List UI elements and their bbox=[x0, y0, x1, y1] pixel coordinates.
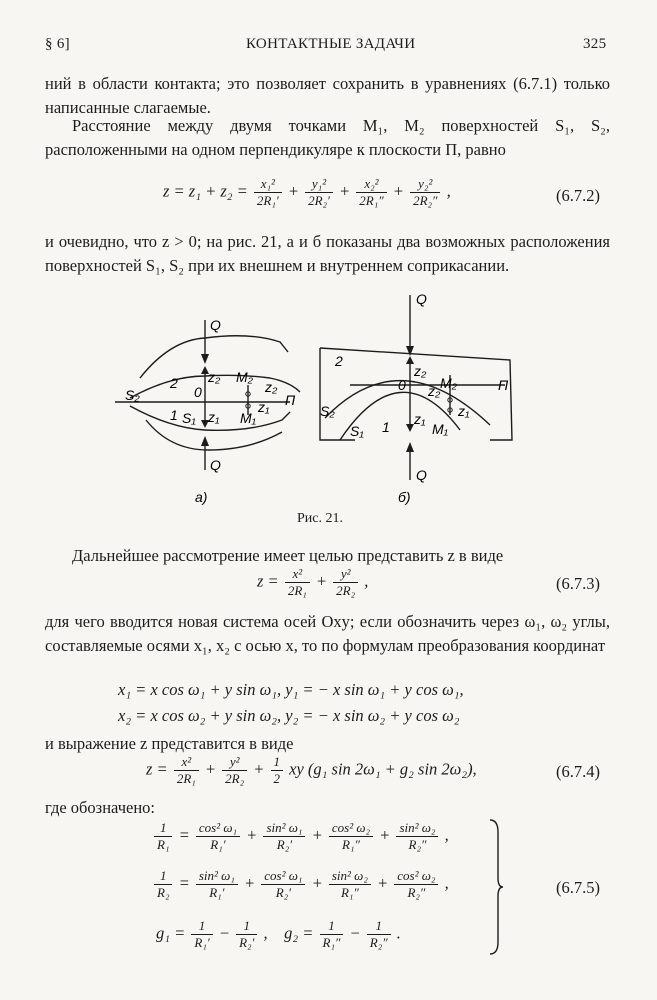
fig-b-q-bottom: Q bbox=[416, 467, 427, 483]
numerator: y² bbox=[222, 754, 247, 771]
denominator: 2R₁″ bbox=[359, 193, 384, 208]
paragraph-3: и очевидно, что z > 0; на рис. 21, а и б показаны два возможных расположения поверхностей S₁, S₂ при их внешнем и внутреннем соприкасании. bbox=[45, 232, 610, 275]
denominator: 2R₁′ bbox=[256, 193, 279, 208]
denominator: 2R₂′ bbox=[308, 193, 330, 208]
numerator: 1 bbox=[271, 754, 284, 771]
fig-b-axis-arrow bbox=[406, 424, 414, 432]
fig-b-axis-arrow bbox=[406, 356, 414, 364]
numerator: cos² ω₂ bbox=[394, 868, 438, 885]
numerator: y₂² bbox=[410, 176, 440, 193]
paragraph-2: Расстояние между двумя точками M₁, M₂ поверхностей S₁, S₂, расположенными на одном перпендикуляре к плоскости П, равно bbox=[45, 116, 610, 159]
fig-a-body-2: 2 bbox=[170, 375, 178, 391]
eq-lhs: z = z₁ + z₂ = bbox=[163, 181, 248, 201]
numerator: x² bbox=[174, 754, 199, 771]
denominator: R₂ bbox=[157, 885, 170, 900]
equation-6-7-5-row-1 bbox=[152, 820, 449, 853]
fig-a-label-s1: S₁ bbox=[182, 410, 196, 426]
page-number: 325 bbox=[583, 36, 607, 52]
eq-lhs: z = bbox=[257, 571, 279, 591]
fig-a-origin: 0 bbox=[194, 384, 202, 400]
plus-sign: + bbox=[246, 825, 258, 845]
fraction bbox=[222, 754, 247, 787]
numerator: 1 bbox=[367, 918, 391, 935]
fig-a-plane-label: П bbox=[285, 392, 296, 408]
numerator: x₂² bbox=[356, 176, 386, 193]
numerator: 1 bbox=[154, 820, 172, 837]
denominator: R₁″ bbox=[340, 885, 359, 900]
equation-6-7-5-row-3 bbox=[156, 918, 401, 951]
plus-sign: + bbox=[339, 181, 351, 201]
denominator: R₁′ bbox=[194, 935, 210, 950]
right-brace-icon bbox=[488, 818, 504, 956]
denominator: 2R₁ bbox=[287, 583, 307, 598]
g2-lhs: g₂ = bbox=[284, 923, 314, 943]
fraction bbox=[320, 918, 344, 951]
numerator: sin² ω₁ bbox=[196, 868, 238, 885]
plus-sign: + bbox=[311, 873, 323, 893]
numerator: 1 bbox=[154, 868, 172, 885]
denominator: R₂′ bbox=[239, 935, 255, 950]
eq-tail: , bbox=[444, 825, 449, 845]
fig-a-caption: а) bbox=[195, 489, 208, 505]
fraction bbox=[305, 176, 333, 209]
fig-b-label-z1: z₁ bbox=[414, 411, 426, 427]
fraction bbox=[394, 868, 438, 901]
plus-sign: + bbox=[204, 759, 217, 779]
fraction bbox=[261, 868, 305, 901]
fraction bbox=[236, 918, 257, 951]
figure-21 bbox=[110, 290, 550, 510]
fraction bbox=[410, 176, 440, 209]
fig-a-label-m1: M₁ bbox=[240, 410, 257, 426]
fig-b-label-m1: M₁ bbox=[432, 421, 449, 437]
equals-sign: = bbox=[178, 825, 190, 845]
denominator: 2R₂″ bbox=[413, 193, 438, 208]
fraction bbox=[154, 820, 172, 853]
denominator: R₂′ bbox=[275, 885, 292, 900]
separator: , bbox=[263, 923, 268, 943]
denominator: 2R₂ bbox=[225, 771, 245, 786]
fraction bbox=[367, 918, 391, 951]
numerator: sin² ω₂ bbox=[396, 820, 438, 837]
eq-tail: , bbox=[364, 571, 369, 591]
fig-a-label-s2: S₂ bbox=[125, 387, 140, 403]
fig-b-label-s1: S₁ bbox=[350, 423, 364, 439]
eq-tail: , bbox=[444, 873, 449, 893]
paragraph-7: где обозначено: bbox=[45, 798, 155, 817]
fig-a-label-z2: z₂ bbox=[208, 369, 221, 385]
fraction bbox=[329, 868, 371, 901]
denominator: R₂″ bbox=[408, 837, 427, 852]
equation-number: (6.7.4) bbox=[556, 762, 600, 781]
numerator: cos² ω₁ bbox=[261, 868, 305, 885]
fig-b-label-z2: z₂ bbox=[414, 363, 427, 379]
denominator: R₂″ bbox=[407, 885, 426, 900]
numerator: cos² ω₁ bbox=[196, 820, 240, 837]
fraction bbox=[154, 868, 172, 901]
denominator: R₁″ bbox=[322, 935, 341, 950]
numerator: x² bbox=[285, 566, 310, 583]
paragraph-4: Дальнейшее рассмотрение имеет целью представить z в виде bbox=[72, 546, 504, 565]
denominator: R₁′ bbox=[209, 885, 225, 900]
plus-sign: + bbox=[379, 825, 391, 845]
denominator: R₂″ bbox=[369, 935, 388, 950]
fig-b-body-1: 1 bbox=[382, 419, 390, 435]
transform-line-1: x₁ = x cos ω₁ + y sin ω₁, y₁ = − x sin ω₁ + y cos ω₁, bbox=[118, 680, 464, 699]
fig-a-body-1: 1 bbox=[170, 407, 178, 423]
paragraph-1: ний в области контакта; это позволяет сохранить в уравнениях (6.7.1) только написанные слагаемые. bbox=[45, 74, 610, 117]
fraction bbox=[285, 566, 310, 599]
numerator: y² bbox=[333, 566, 358, 583]
denominator: 2 bbox=[273, 771, 281, 786]
fig-b-body-2: 2 bbox=[335, 353, 343, 369]
fraction bbox=[254, 176, 282, 209]
fig-b-label-z1-right: z₁ bbox=[458, 403, 470, 419]
running-title: КОНТАКТНЫЕ ЗАДАЧИ bbox=[246, 36, 416, 52]
fig-b-plane-label: П bbox=[498, 377, 509, 393]
plus-sign: + bbox=[253, 759, 265, 779]
fig-b-q-top: Q bbox=[416, 291, 427, 307]
equation-number: (6.7.5) bbox=[556, 878, 600, 897]
equals-sign: = bbox=[178, 873, 190, 893]
eq-tail: xy (g₁ sin 2ω₁ + g₂ sin 2ω₂), bbox=[289, 759, 477, 779]
numerator: 1 bbox=[191, 918, 212, 935]
fraction bbox=[333, 566, 358, 599]
eq-tail: , bbox=[446, 181, 451, 201]
fig-a-arrow-up bbox=[201, 436, 209, 446]
plus-sign: + bbox=[311, 825, 323, 845]
fig-b-origin: 0 bbox=[398, 377, 406, 393]
equation-6-7-2 bbox=[163, 176, 451, 209]
numerator: sin² ω₁ bbox=[263, 820, 305, 837]
minus-sign: − bbox=[218, 923, 230, 943]
denominator: R₁′ bbox=[210, 837, 226, 852]
equation-number: (6.7.3) bbox=[556, 574, 600, 593]
fraction bbox=[396, 820, 438, 853]
fraction bbox=[196, 820, 240, 853]
fig-a-label-z2-right: z₂ bbox=[265, 379, 278, 395]
plus-sign: + bbox=[392, 181, 404, 201]
numerator: cos² ω₂ bbox=[329, 820, 373, 837]
equation-number: (6.7.2) bbox=[556, 186, 600, 205]
eq-lhs: z = bbox=[146, 759, 168, 779]
fig-a-q-bottom: Q bbox=[210, 457, 221, 473]
numerator: x₁² bbox=[254, 176, 282, 193]
plus-sign: + bbox=[377, 873, 389, 893]
equation-6-7-3 bbox=[257, 566, 368, 599]
fig-a-q-top: Q bbox=[210, 317, 221, 333]
denominator: 2R₁ bbox=[176, 771, 196, 786]
fraction bbox=[191, 918, 212, 951]
fig-a-label-z1: z₁ bbox=[208, 409, 220, 425]
fraction bbox=[174, 754, 199, 787]
figure-caption: Рис. 21. bbox=[297, 511, 343, 526]
numerator: 1 bbox=[236, 918, 257, 935]
denominator: R₂′ bbox=[276, 837, 293, 852]
eq-tail: . bbox=[396, 923, 401, 943]
denominator: R₁″ bbox=[342, 837, 360, 852]
fraction bbox=[263, 820, 305, 853]
fig-a-label-m2: M₂ bbox=[236, 369, 254, 385]
g1-lhs: g₁ = bbox=[156, 923, 186, 943]
paragraph-6: и выражение z представится в виде bbox=[45, 734, 294, 753]
equation-6-7-5-row-2 bbox=[152, 868, 449, 901]
section-marker: § 6] bbox=[45, 36, 70, 52]
fig-b-label-z2-right: z₂ bbox=[428, 383, 441, 399]
denominator: 2R₂ bbox=[336, 583, 356, 598]
plus-sign: + bbox=[244, 873, 256, 893]
equation-6-7-4 bbox=[146, 754, 477, 787]
fraction bbox=[329, 820, 373, 853]
plus-sign: + bbox=[315, 571, 328, 591]
fraction bbox=[196, 868, 238, 901]
numerator: sin² ω₂ bbox=[329, 868, 371, 885]
plus-sign: + bbox=[287, 181, 299, 201]
fig-a-label-z1-right: z₁ bbox=[258, 399, 270, 415]
fig-b-arrow-up bbox=[406, 442, 414, 452]
fig-b-label-s2: S₂ bbox=[320, 403, 335, 419]
minus-sign: − bbox=[349, 923, 361, 943]
paragraph-5: для чего вводится новая система осей Oxy; если обозначить через ω₁, ω₂ углы, составляемые осями x₁, x₂ с осью x, то по формулам преобразования координат bbox=[45, 612, 610, 655]
transform-line-2: x₂ = x cos ω₂ + y sin ω₂, y₂ = − x sin ω₂ + y cos ω₂ bbox=[118, 706, 460, 725]
denominator: R₁ bbox=[157, 837, 170, 852]
fig-b-caption: б) bbox=[398, 489, 411, 505]
numerator: y₁² bbox=[305, 176, 333, 193]
fraction bbox=[271, 754, 284, 787]
fig-b-label-m2: M₂ bbox=[440, 375, 458, 391]
fig-a-arrow-down bbox=[201, 354, 209, 364]
numerator: 1 bbox=[320, 918, 344, 935]
fraction bbox=[356, 176, 386, 209]
